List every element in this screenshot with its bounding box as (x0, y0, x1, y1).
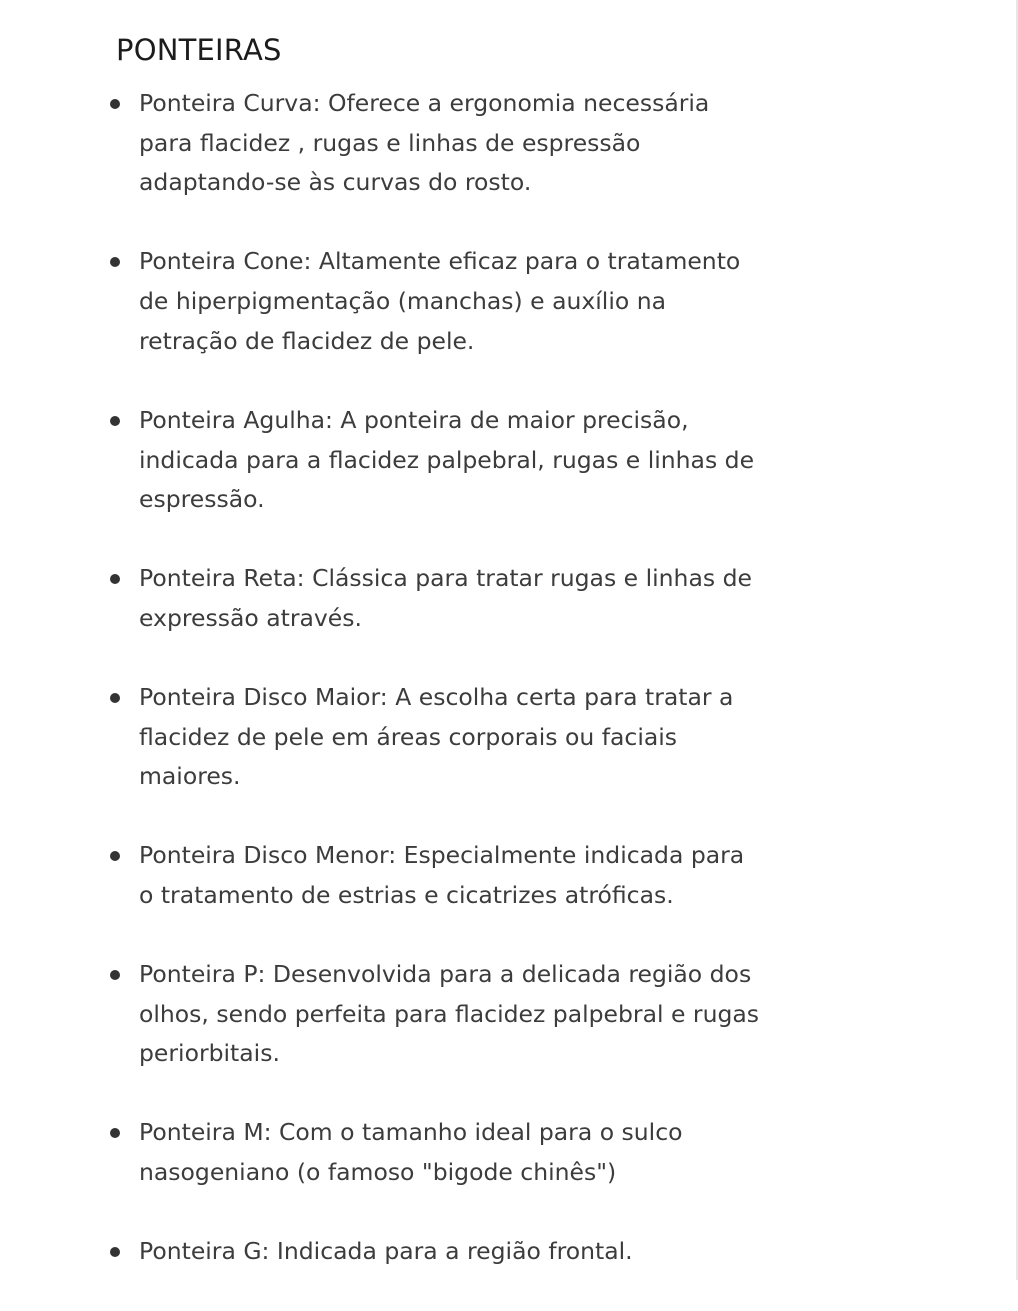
list-item (0, 836, 764, 915)
ponteiras-list (0, 84, 1018, 1311)
list-item (0, 955, 764, 1074)
list-item-text: Ponteira Reta: Clássica para tratar rugas e linhas de expressão através. (139, 564, 752, 632)
bullet-icon (110, 970, 120, 980)
bullet-icon (110, 416, 120, 426)
list-item-text: Ponteira Disco Maior: A escolha certa para tratar a flacidez de pele em áreas corporais ou faciais maiores. (139, 682, 734, 791)
bullet-icon (110, 1128, 120, 1138)
list-item-text: Ponteira Curva: Oferece a ergonomia necessária para flacidez , rugas e linhas de espressão adaptando-se às curvas do rosto. (139, 89, 710, 197)
list-item (0, 401, 764, 520)
list-item-text: Ponteira G: Indicada para a região frontal. (139, 1237, 633, 1266)
list-item (0, 84, 764, 203)
page-title: PONTEIRAS (116, 33, 282, 67)
bullet-icon (110, 257, 120, 267)
list-item-text: Ponteira Agulha: A ponteira de maior precisão, indicada para a flacidez palpebral, rugas e linhas de espressão. (139, 405, 755, 514)
list-item-text: Ponteira Cone: Altamente eficaz para o tratamento de hiperpigmentação (manchas) e auxílio na retração de flacidez de pele. (139, 247, 741, 355)
list-item-text: Ponteira M: Com o tamanho ideal para o sulco nasogeniano (o famoso "bigode chinês") (139, 1118, 683, 1187)
list-item (0, 559, 764, 638)
bullet-icon (110, 693, 120, 703)
list-item (0, 1113, 764, 1192)
bullet-icon (110, 574, 120, 584)
list-item-text: Ponteira P: Desenvolvida para a delicada região dos olhos, sendo perfeita para flacidez palpebral e rugas periorbitais. (139, 960, 760, 1068)
list-item (0, 678, 764, 797)
bullet-icon (110, 1247, 120, 1257)
bullet-icon (110, 99, 120, 109)
bullet-icon (110, 851, 120, 861)
list-item (0, 242, 764, 361)
list-item-text: Ponteira Disco Menor: Especialmente indicada para o tratamento de estrias e cicatrizes atróficas. (139, 841, 745, 910)
list-item (0, 1232, 764, 1272)
